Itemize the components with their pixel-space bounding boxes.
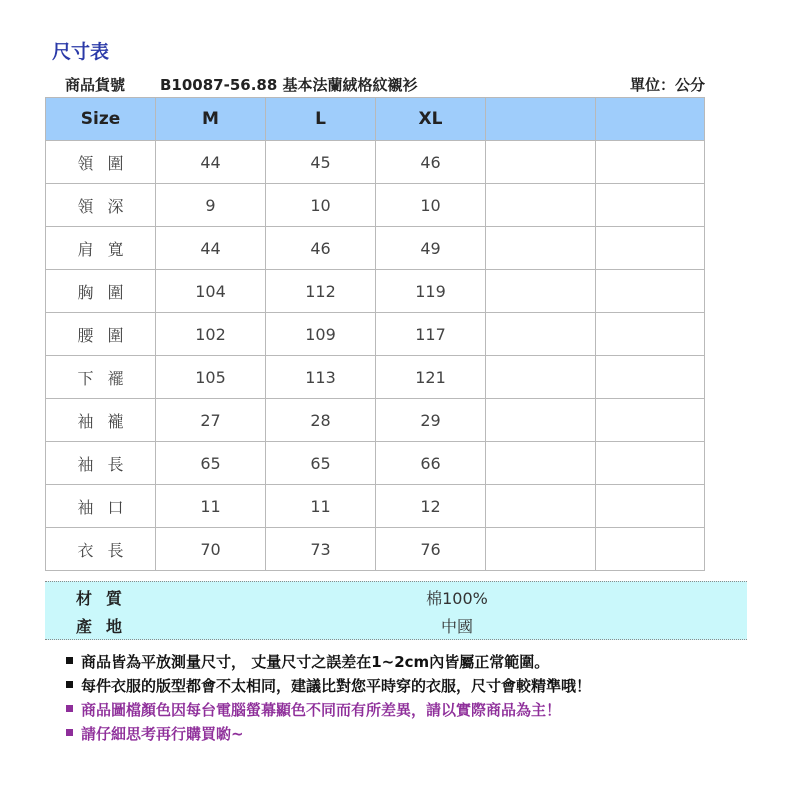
- row-label: 肩寬: [46, 227, 156, 270]
- table-cell: [596, 356, 705, 399]
- header-xl: XL: [376, 98, 486, 141]
- table-cell: 113: [266, 356, 376, 399]
- page-title: 尺寸表: [52, 41, 110, 63]
- table-cell: 112: [266, 270, 376, 313]
- table-row: [46, 227, 705, 270]
- square-bullet-icon: [66, 657, 73, 664]
- note-text: 每件衣服的版型都會不太相同，建議比對您平時穿的衣服，尺寸會較精準哦！: [81, 677, 592, 695]
- header-empty-2: [596, 98, 705, 141]
- product-code-name: B10087-56.88 基本法蘭絨格紋襯衫: [160, 76, 418, 94]
- note-text: 商品皆為平放測量尺寸， 丈量尺寸之誤差在1~2cm內皆屬正常範圍。: [81, 653, 550, 671]
- table-cell: [596, 227, 705, 270]
- table-cell: 121: [376, 356, 486, 399]
- origin-value: 中國: [440, 617, 473, 636]
- table-cell: 109: [266, 313, 376, 356]
- header-size: Size: [46, 98, 156, 141]
- table-cell: 29: [376, 399, 486, 442]
- table-cell: 102: [156, 313, 266, 356]
- origin-row: [45, 610, 747, 636]
- product-info-line: [65, 74, 705, 96]
- table-cell: [486, 528, 596, 571]
- header-m: M: [156, 98, 266, 141]
- note-text: 商品圖檔顏色因每台電腦螢幕顯色不同而有所差異，請以實際商品為主！: [81, 701, 562, 719]
- row-label: 袖口: [46, 485, 156, 528]
- row-label: 下襬: [46, 356, 156, 399]
- size-table-header: [46, 98, 705, 141]
- row-label: 領深: [46, 184, 156, 227]
- note-item: [66, 699, 591, 723]
- table-cell: [486, 184, 596, 227]
- table-cell: 28: [266, 399, 376, 442]
- table-cell: 117: [376, 313, 486, 356]
- table-cell: [596, 313, 705, 356]
- header-empty-1: [486, 98, 596, 141]
- row-label: 袖襱: [46, 399, 156, 442]
- table-cell: [596, 141, 705, 184]
- table-cell: 45: [266, 141, 376, 184]
- notes-list: [66, 651, 591, 747]
- row-label: 衣長: [46, 528, 156, 571]
- table-cell: 11: [156, 485, 266, 528]
- table-cell: [486, 485, 596, 528]
- table-cell: 49: [376, 227, 486, 270]
- note-text: 請仔細思考再行購買喲~: [81, 725, 244, 743]
- square-bullet-icon: [66, 705, 73, 712]
- table-row: [46, 270, 705, 313]
- table-row: [46, 442, 705, 485]
- table-cell: [486, 227, 596, 270]
- square-bullet-icon: [66, 681, 73, 688]
- table-cell: [596, 485, 705, 528]
- table-cell: 44: [156, 227, 266, 270]
- table-cell: 12: [376, 485, 486, 528]
- material-value: 棉100%: [426, 589, 488, 608]
- table-cell: [486, 141, 596, 184]
- table-cell: 65: [156, 442, 266, 485]
- row-label: 領圍: [46, 141, 156, 184]
- row-label: 腰圍: [46, 313, 156, 356]
- table-row: [46, 184, 705, 227]
- table-cell: 105: [156, 356, 266, 399]
- table-cell: [596, 442, 705, 485]
- table-cell: 46: [266, 227, 376, 270]
- table-cell: 44: [156, 141, 266, 184]
- table-row: [46, 528, 705, 571]
- table-cell: 65: [266, 442, 376, 485]
- table-row: [46, 141, 705, 184]
- table-cell: 10: [266, 184, 376, 227]
- unit-label: 單位：公分: [629, 76, 705, 94]
- row-label: 胸圍: [46, 270, 156, 313]
- material-label: 材質: [76, 589, 137, 608]
- note-item: [66, 651, 591, 675]
- table-cell: 76: [376, 528, 486, 571]
- table-cell: [486, 356, 596, 399]
- table-cell: 66: [376, 442, 486, 485]
- origin-label: 產地: [76, 617, 137, 636]
- table-cell: [486, 399, 596, 442]
- note-item: [66, 723, 591, 747]
- table-cell: [486, 270, 596, 313]
- table-cell: 9: [156, 184, 266, 227]
- table-cell: [486, 313, 596, 356]
- note-item: [66, 675, 591, 699]
- table-cell: 70: [156, 528, 266, 571]
- square-bullet-icon: [66, 729, 73, 736]
- table-row: [46, 399, 705, 442]
- table-row: [46, 356, 705, 399]
- table-cell: [596, 399, 705, 442]
- table-cell: [596, 528, 705, 571]
- table-cell: 10: [376, 184, 486, 227]
- table-cell: 46: [376, 141, 486, 184]
- table-cell: 104: [156, 270, 266, 313]
- material-row: [45, 582, 747, 608]
- table-cell: 73: [266, 528, 376, 571]
- table-cell: [486, 442, 596, 485]
- product-code-label: 商品貨號: [65, 76, 126, 94]
- size-table: [45, 97, 705, 571]
- header-l: L: [266, 98, 376, 141]
- table-cell: [596, 270, 705, 313]
- table-row: [46, 485, 705, 528]
- table-row: [46, 313, 705, 356]
- material-origin-section: [45, 581, 747, 640]
- row-label: 袖長: [46, 442, 156, 485]
- table-cell: [596, 184, 705, 227]
- table-cell: 119: [376, 270, 486, 313]
- table-cell: 11: [266, 485, 376, 528]
- table-cell: 27: [156, 399, 266, 442]
